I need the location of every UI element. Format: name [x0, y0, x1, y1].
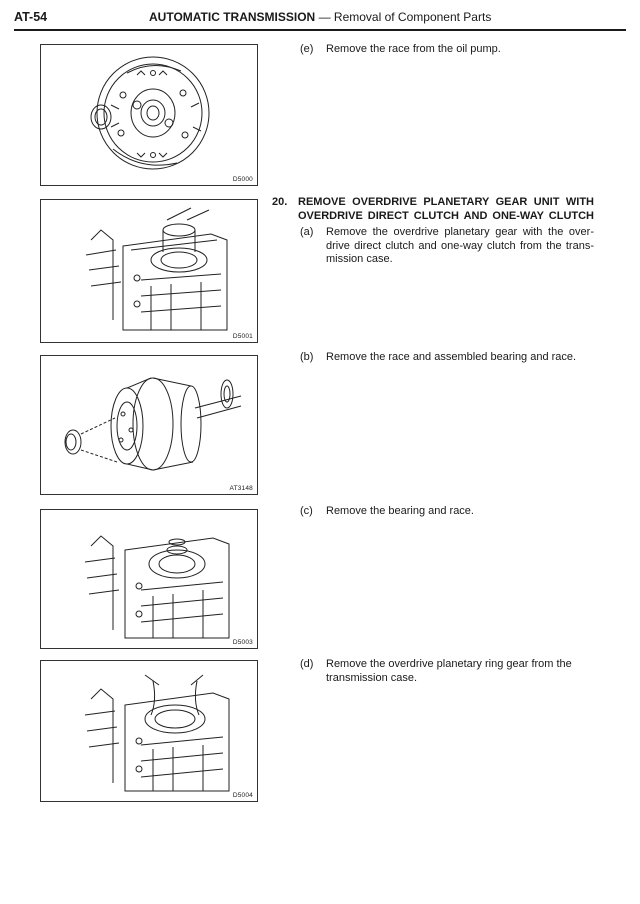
figure-gear-races [40, 355, 258, 495]
step-label: (d) [300, 658, 314, 670]
figure-oil-pump [40, 44, 258, 186]
figure-code: AT3148 [229, 485, 253, 492]
figure-bearing-race [40, 509, 258, 649]
page-number: AT-54 [14, 10, 48, 24]
page-header [14, 10, 626, 32]
figure-planetary-removal [40, 199, 258, 343]
heading-text: REMOVE OVERDRIVE PLANETARY GEAR UNIT WITH OVERDRIVE DIRECT CLUTCH AND ONE-WAY CLUTCH [298, 196, 594, 222]
figure-ring-gear [40, 660, 258, 802]
step-text: Remove the bearing and race. [326, 505, 474, 517]
figure-code: D5000 [232, 176, 253, 183]
oil-pump-illustration [41, 45, 257, 185]
header-separator: — [318, 10, 331, 24]
heading-number: 20. [272, 196, 288, 208]
ring-gear-illustration [41, 661, 257, 801]
step-text: Remove the overdrive planetary gear with the over-drive direct clutch and one-way clutch from the trans-mission case. [326, 226, 594, 265]
step-text: Remove the race and assembled bearing and race. [326, 351, 577, 363]
step-label: (b) [300, 351, 314, 363]
section-title: AUTOMATIC TRANSMISSION [149, 10, 316, 24]
header-rule [14, 29, 626, 31]
transmission-case-illustration [41, 200, 257, 342]
figure-code: D5001 [232, 333, 253, 340]
step-text: Remove the race from the oil pump. [326, 43, 501, 55]
step-label: (a) [300, 226, 314, 238]
subsection-title: Removal of Component Parts [333, 10, 492, 24]
figure-code: D5004 [232, 792, 253, 799]
step-label: (c) [300, 505, 313, 517]
bearing-race-illustration [41, 510, 257, 648]
planetary-gear-exploded-illustration [41, 356, 257, 494]
step-text: Remove the overdrive planetary ring gear from the transmission case. [326, 658, 572, 684]
header-title [149, 10, 491, 24]
step-label: (e) [300, 43, 314, 55]
figure-code: D5003 [232, 639, 253, 646]
